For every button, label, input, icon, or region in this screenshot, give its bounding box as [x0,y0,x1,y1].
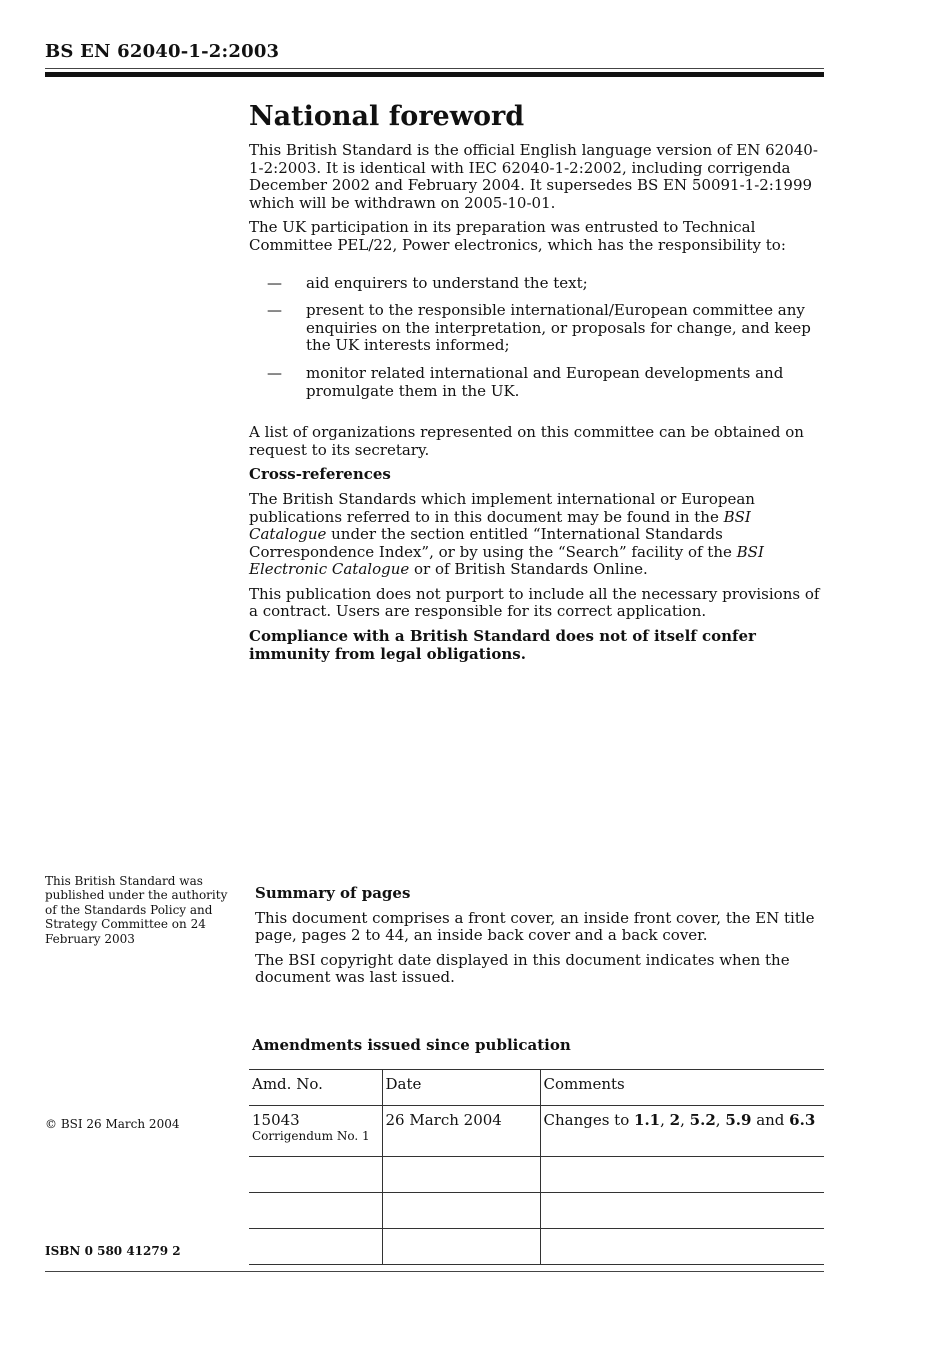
footer-rule [45,1271,824,1272]
empty-cell [540,1193,824,1229]
clause-ref: 1.1 [634,1111,661,1129]
empty-cell [249,1193,382,1229]
empty-cell [382,1193,540,1229]
amendments-table [249,1069,824,1265]
amd-number: 15043 [252,1111,300,1129]
header-thick-rule [45,72,824,77]
amendments-title: Amendments issued since publication [252,1036,571,1054]
participation-paragraph: The UK participation in its preparation was entrusted to Technical Committee PEL/22, Power electronics, which has the responsibility to: [249,218,786,254]
list-item [249,365,829,400]
summary-heading: Summary of pages [255,884,411,902]
empty-cell [249,1229,382,1265]
page-title: National foreword [249,101,525,132]
dash-marker: — [267,363,282,382]
comments-sep: , [680,1111,690,1129]
list-item-text: aid enquirers to understand the text; [306,273,588,292]
empty-cell [382,1157,540,1193]
national-foreword [249,100,829,670]
empty-cell [382,1229,540,1265]
cross-references-paragraph [249,491,829,579]
empty-cell [540,1157,824,1193]
clause-ref: 5.9 [725,1111,752,1129]
amd-comments-cell [540,1106,824,1157]
amd-no-cell [249,1106,382,1157]
clause-ref: 2 [669,1111,681,1129]
amd-date-cell: 26 March 2004 [382,1106,540,1157]
list-item [249,275,829,293]
amd-corrigendum: Corrigendum No. 1 [252,1129,370,1143]
comments-sep: , [715,1111,726,1129]
table-row [249,1106,824,1157]
header-thin-rule [45,68,824,69]
table-row-empty [249,1193,824,1229]
copyright-date-note: The BSI copyright date displayed in this document indicates when the document was last issued. [255,950,790,987]
list-item-text: present to the responsible international/European committee any enquiries on the interpretation, or proposals for change, and keep the UK interests informed; [306,301,811,355]
crossref-text-2: under the section entitled “International Standards Correspondence Index”, or by using the “Search” facility of the [249,525,737,561]
copyright-notice: © BSI 26 March 2004 [45,1117,180,1131]
dash-marker: — [267,273,282,292]
header-comments: Comments [540,1070,824,1106]
empty-cell [540,1229,824,1265]
compliance-statement: Compliance with a British Standard does not of itself confer immunity from legal obligations. [249,627,756,663]
provisions-paragraph: This publication does not purport to include all the necessary provisions of a contract. Users are responsible for its correct application. [249,584,820,621]
crossref-text-1: The British Standards which implement international or European publications referred to in this document may be found in the [249,489,755,526]
header-amd-no: Amd. No. [249,1070,382,1106]
responsibility-list [249,275,829,401]
summary-of-pages [255,885,835,994]
organizations-paragraph: A list of organizations represented on this committee can be obtained on request to its secretary. [249,423,804,459]
bsi-electronic-catalogue-title: BSI Electronic Catalogue [249,542,764,579]
bsi-catalogue-title: BSI Catalogue [249,507,751,544]
list-item-text: monitor related international and European developments and promulgate them in the UK. [306,363,784,400]
table-row-empty [249,1229,824,1265]
table-row-empty [249,1157,824,1193]
isbn: ISBN 0 580 41279 2 [45,1244,181,1258]
clause-ref: 6.3 [789,1111,816,1129]
summary-text: This document comprises a front cover, an inside front cover, the EN title page, pages 2 to 44, an inside back cover and a back cover. [255,908,815,945]
document-code: BS EN 62040-1-2:2003 [45,41,280,62]
crossref-text-3: or of British Standards Online. [409,560,648,579]
clause-ref: 5.2 [689,1111,716,1129]
cross-references-heading: Cross-references [249,465,391,484]
comments-prefix: Changes to [543,1111,635,1129]
header-date: Date [382,1070,540,1106]
list-item [249,302,829,355]
table-header-row [249,1070,824,1106]
comments-sep: and [751,1111,790,1129]
comments-sep: , [660,1111,670,1129]
publication-note: This British Standard was published under the authority of the Standards Policy and Strategy Committee on 24 February 2003 [45,874,228,946]
intro-paragraph: This British Standard is the official English language version of EN 62040-1-2:2003. It is identical with IEC 62040-1-2:2002, including corrigenda December 2002 and February 2004. It supersedes BS EN 50091-1-2:1999 which will be withdrawn on 2005-10-01. [249,141,818,212]
empty-cell [249,1157,382,1193]
dash-marker: — [267,301,282,320]
